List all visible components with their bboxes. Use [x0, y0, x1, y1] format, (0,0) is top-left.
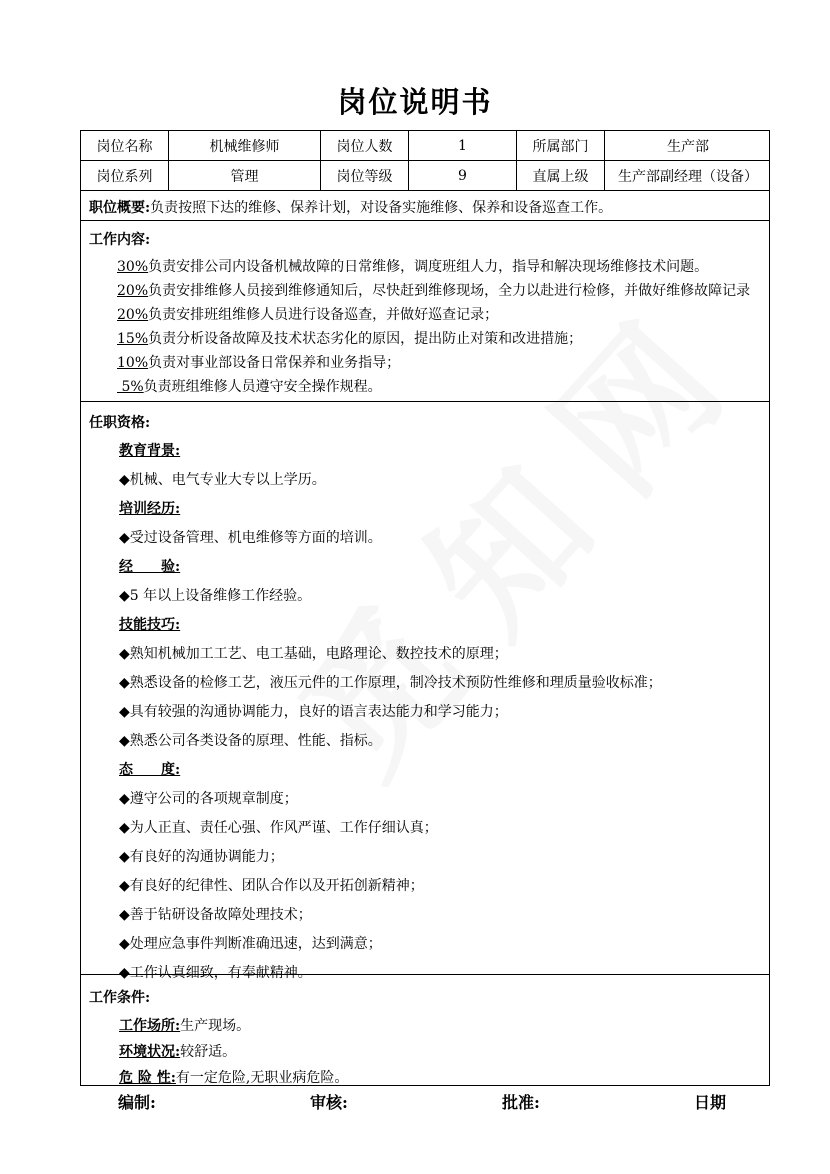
environment-label: 环境状况: — [119, 1044, 181, 1060]
attitude-item: ◆有良好的沟通协调能力； — [119, 849, 284, 865]
page-title: 岗位说明书 — [337, 85, 493, 119]
risk-value: 有一定危险,无职业病危险。 — [175, 1070, 349, 1086]
qualifications-label: 任职资格: — [89, 415, 151, 431]
duty-percent: 20% — [117, 283, 149, 299]
label-position-grade: 岗位等级 — [321, 161, 409, 190]
duty-percent: 5% — [117, 379, 144, 395]
attitude-item: ◆善于钻研设备故障处理技术； — [119, 907, 312, 923]
attitude-item: ◆遵守公司的各项规章制度； — [119, 791, 298, 807]
duty-percent: 20% — [117, 307, 149, 323]
duty-percent: 30% — [117, 259, 149, 275]
attitude-item: ◆有良好的纪律性、团队合作以及开拓创新精神； — [119, 878, 424, 894]
footer-approver: 批准: — [502, 1093, 540, 1112]
attitude-item: ◆工作认真细致，有奉献精神。 — [119, 965, 312, 981]
duty-item — [117, 376, 382, 396]
duty-percent: 15% — [117, 331, 149, 347]
label-position-name: 岗位名称 — [81, 131, 169, 160]
training-item: ◆受过设备管理、机电维修等方面的培训。 — [119, 530, 382, 546]
overview-label: 职位概要: — [89, 200, 151, 216]
duty-text: 负责班组维修人员遵守安全操作规程。 — [143, 379, 382, 395]
value-position-name: 机械维修师 — [169, 131, 321, 160]
education-item: ◆机械、电气专业大专以上学历。 — [119, 472, 326, 488]
duty-text: 负责分析设备故障及技术状态劣化的原因，提出防止对策和改进措施； — [148, 331, 583, 347]
label-supervisor: 直属上级 — [517, 161, 605, 190]
environment — [119, 1041, 236, 1061]
label-position-series: 岗位系列 — [81, 161, 169, 190]
value-position-grade: 9 — [409, 161, 517, 190]
conditions-label: 工作条件: — [89, 990, 151, 1006]
duty-text: 负责安排班组维修人员进行设备巡查，并做好巡查记录； — [148, 307, 499, 323]
duty-text: 负责安排公司内设备机械故障的日常维修，调度班组人力，指导和解决现场维修技术问题。 — [148, 259, 709, 275]
footer-reviewer: 审核: — [310, 1093, 348, 1112]
duty-percent: 10% — [117, 355, 149, 371]
job-description-table — [80, 130, 770, 1086]
skills-item: ◆熟悉设备的检修工艺，液压元件的工作原理，制冷技术预防性维修和理质量验收标准； — [119, 675, 662, 691]
value-headcount: 1 — [409, 131, 517, 160]
attitude-item: ◆处理应急事件判断准确迅速，达到满意； — [119, 936, 382, 952]
conditions-section — [81, 975, 769, 1087]
attitude-item: ◆为人正直、责任心强、作风严谨、工作仔细认真； — [119, 820, 438, 836]
skills-item: ◆熟悉公司各类设备的原理、性能、指标。 — [119, 733, 382, 749]
header-row-2 — [81, 161, 769, 191]
attitude-label: 态 度: — [119, 762, 181, 778]
duty-item — [117, 352, 400, 372]
value-department: 生产部 — [667, 138, 709, 155]
duty-text: 负责对事业部设备日常保养和业务指导； — [148, 355, 401, 371]
label-headcount: 岗位人数 — [321, 131, 409, 160]
skills-item: ◆熟知机械加工工艺、电工基础，电路理论、数控技术的原理； — [119, 646, 508, 662]
duty-item — [117, 304, 498, 324]
environment-value: 较舒适。 — [180, 1044, 237, 1060]
overview-row — [81, 191, 769, 221]
duty-item — [117, 280, 750, 300]
duty-item — [117, 328, 582, 348]
qualifications-section — [81, 402, 769, 981]
work-place-label: 工作场所: — [119, 1018, 181, 1034]
skills-label: 技能技巧: — [119, 617, 181, 633]
footer-editor: 编制: — [118, 1093, 156, 1112]
header-row-1 — [81, 131, 769, 161]
footer-date: 日期 — [694, 1093, 727, 1112]
work-place — [119, 1015, 250, 1035]
risk — [119, 1067, 348, 1087]
skills-item: ◆具有较强的沟通协调能力，良好的语言表达能力和学习能力； — [119, 704, 508, 720]
value-position-series: 管理 — [169, 161, 321, 190]
overview-text: 负责按照下达的维修、保养计划，对设备实施维修、保养和设备巡查工作。 — [150, 200, 613, 216]
label-department: 所属部门 — [517, 131, 605, 160]
value-supervisor: 生产部副经理（设备） — [618, 168, 758, 185]
work-place-value: 生产现场。 — [180, 1018, 251, 1034]
risk-label: 危 险 性: — [119, 1070, 176, 1086]
duties-section — [81, 221, 769, 402]
overview — [89, 197, 612, 217]
experience-item: ◆5 年以上设备维修工作经验。 — [119, 588, 312, 604]
experience-label: 经 验: — [119, 559, 181, 575]
duty-item — [117, 256, 708, 276]
duty-text: 负责安排维修人员接到维修通知后，尽快赶到维修现场，全力以赴进行检修，并做好维修故障记录 — [148, 283, 751, 299]
training-label: 培训经历: — [119, 501, 181, 517]
education-label: 教育背景: — [119, 443, 181, 459]
duties-label: 工作内容: — [89, 232, 151, 248]
